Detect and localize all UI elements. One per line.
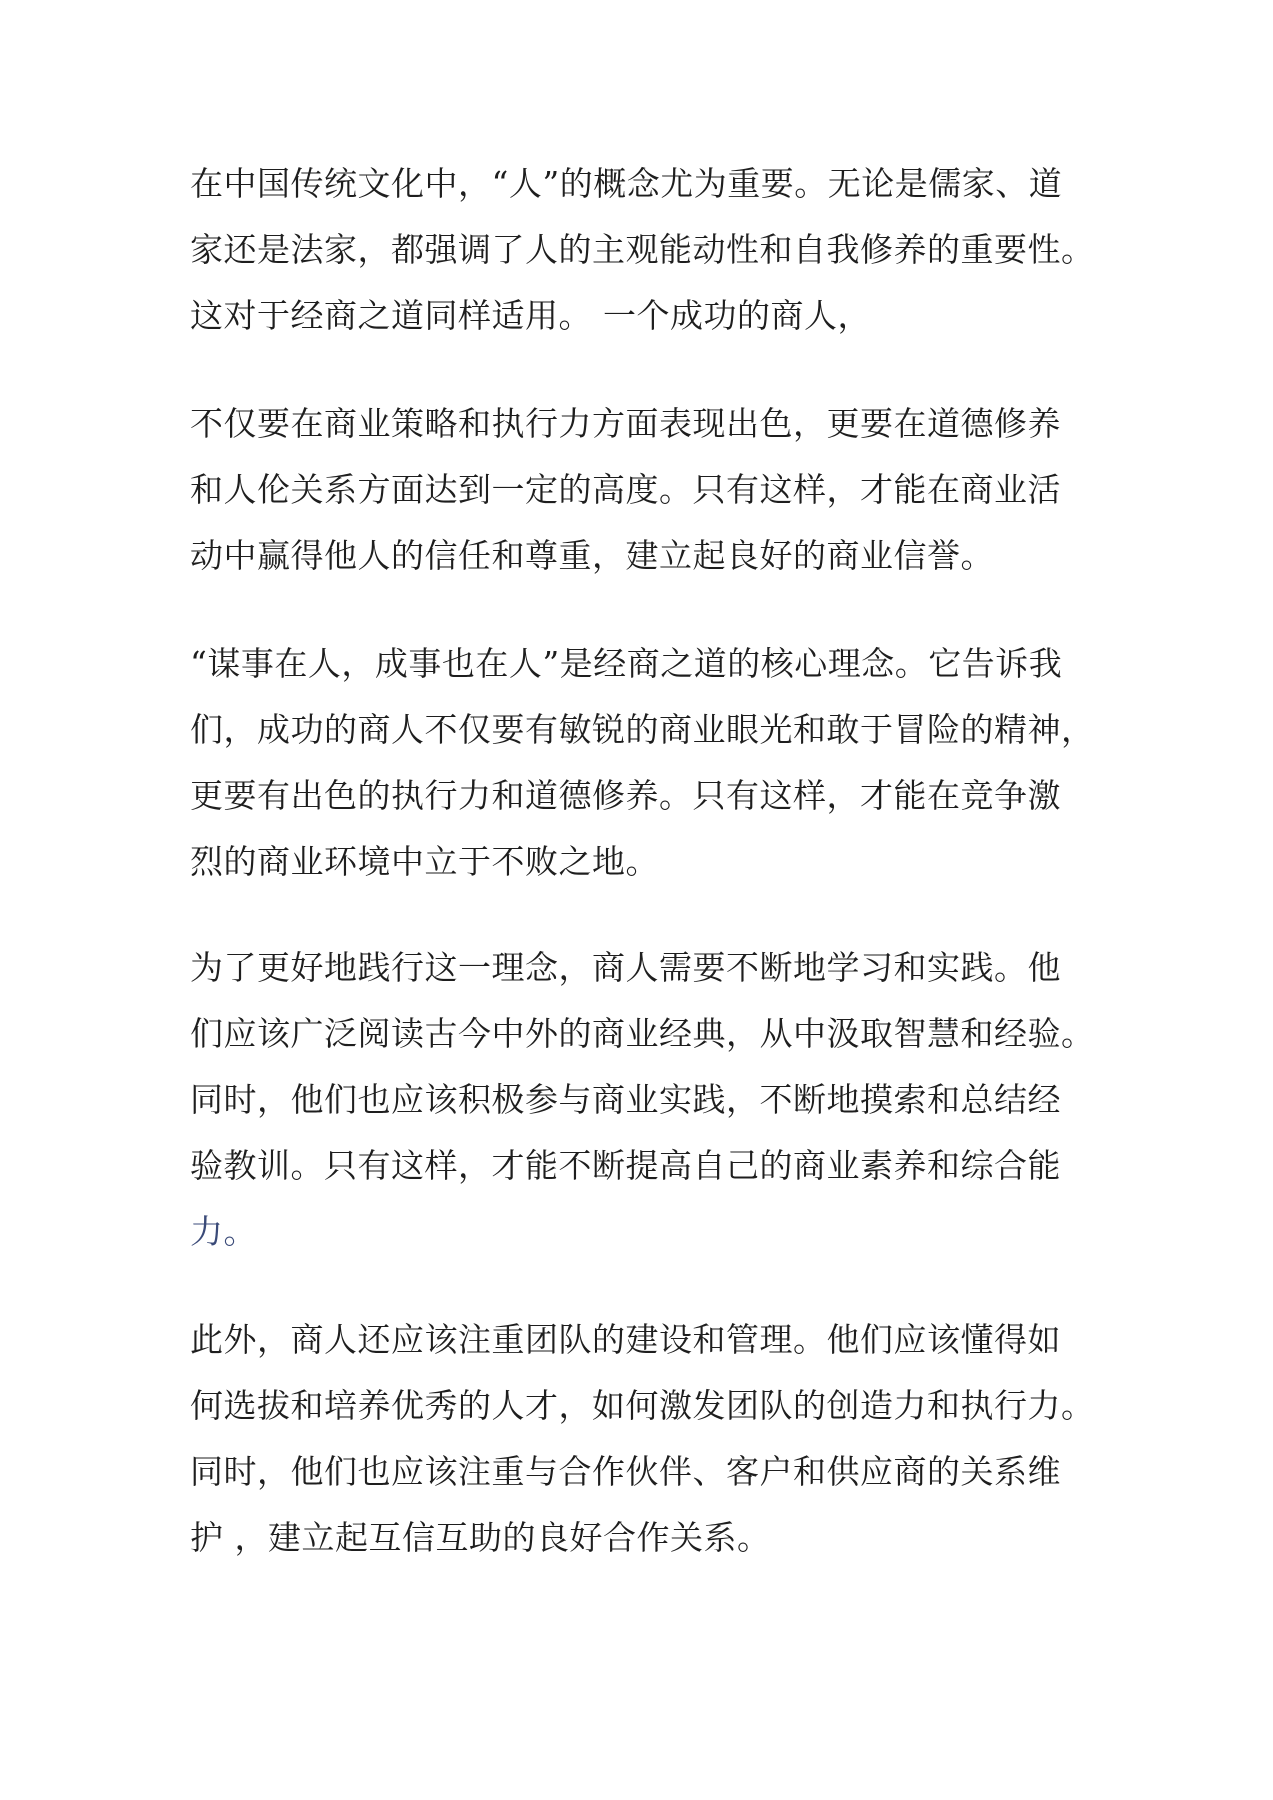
paragraph-line: 和人伦关系方面达到一定的高度。只有这样，才能在商业活 — [190, 470, 1061, 509]
paragraph-line: 力。 — [190, 1212, 257, 1251]
paragraph-5 — [190, 1307, 1110, 1571]
paragraph-line: 护 ，建立起互信互助的良好合作关系。 — [190, 1518, 771, 1557]
paragraph-line: 家还是法家，都强调了人的主观能动性和自我修养的重要性。 — [190, 230, 1095, 269]
paragraph-line: 在中国传统文化中，“人”的概念尤为重要。无论是儒家、道 — [190, 164, 1063, 203]
paragraph-line: 们应该广泛阅读古今中外的商业经典，从中汲取智慧和经验。 — [190, 1014, 1095, 1053]
paragraph-1 — [190, 151, 1110, 349]
paragraph-line: 同时，他们也应该积极参与商业实践，不断地摸索和总结经 — [190, 1080, 1061, 1119]
paragraph-line: 烈的商业环境中立于不败之地。 — [190, 842, 659, 881]
paragraph-line: “谋事在人，成事也在人”是经商之道的核心理念。它告诉我 — [190, 644, 1063, 683]
paragraph-line: 为了更好地践行这一理念，商人需要不断地学习和实践。他 — [190, 948, 1061, 987]
paragraph-line: 此外，商人还应该注重团队的建设和管理。他们应该懂得如 — [190, 1320, 1061, 1359]
paragraph-4 — [190, 935, 1110, 1265]
paragraph-line: 们，成功的商人不仅要有敏锐的商业眼光和敢于冒险的精神， — [190, 710, 1095, 749]
paragraph-line: 动中赢得他人的信任和尊重，建立起良好的商业信誉。 — [190, 536, 994, 575]
paragraph-line: 同时，他们也应该注重与合作伙伴、客户和供应商的关系维 — [190, 1452, 1061, 1491]
paragraph-3 — [190, 631, 1110, 895]
paragraph-line: 更要有出色的执行力和道德修养。只有这样，才能在竞争激 — [190, 776, 1061, 815]
paragraph-line: 这对于经商之道同样适用。 一个成功的商人， — [190, 296, 871, 335]
paragraph-line: 不仅要在商业策略和执行力方面表现出色，更要在道德修养 — [190, 404, 1061, 443]
paragraph-line: 验教训。只有这样，才能不断提高自己的商业素养和综合能 — [190, 1146, 1061, 1185]
paragraph-line: 何选拔和培养优秀的人才，如何激发团队的创造力和执行力。 — [190, 1386, 1095, 1425]
paragraph-2 — [190, 391, 1110, 589]
